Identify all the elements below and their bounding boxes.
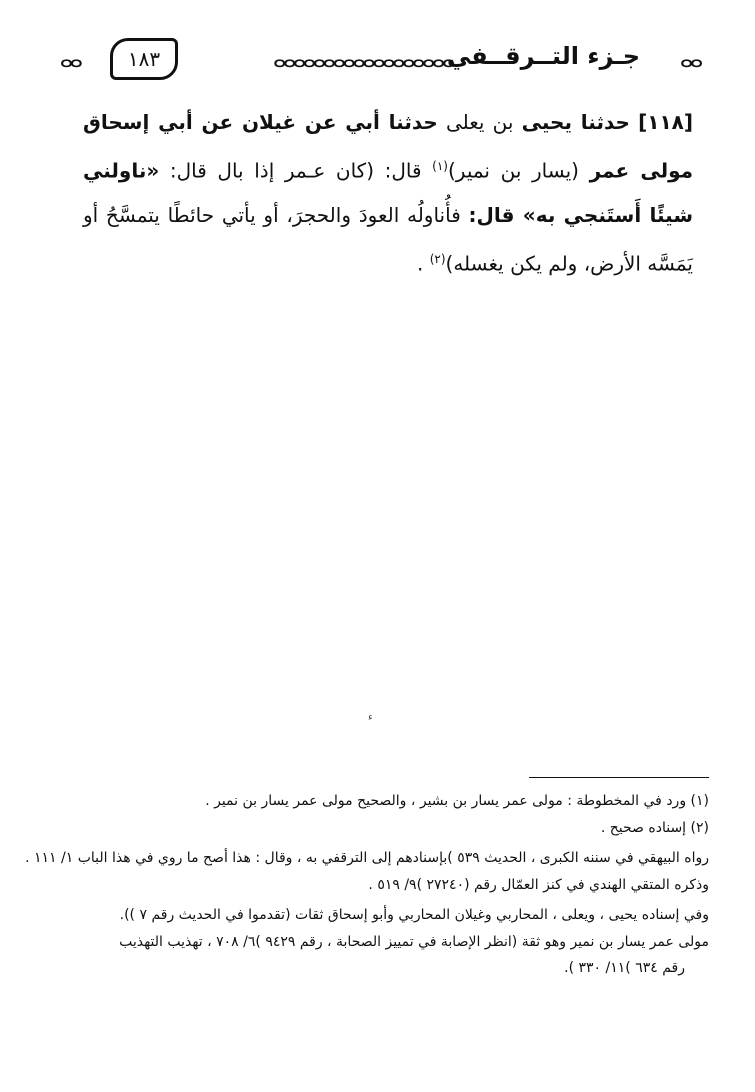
footnote-takhrij-2: وذكره المتقي الهندي في كنز العمّال رقم (٢٧٢٤٠ )٩/ ٥١٩ .	[368, 876, 709, 893]
footnote-1: (١) ورد في المخطوطة : مولى عمر يسار بن بشير ، والصحيح مولى عمر يسار بن نمير .	[205, 793, 709, 809]
hadith-body-1: قال: (كان عـمر إذا بال قال:	[159, 158, 433, 183]
page-header	[60, 38, 700, 84]
page-number: ١٨٣	[127, 47, 161, 71]
footnote-separator	[529, 777, 709, 778]
footnote-isnad-3: رقم ٦٣٤ )١١/ ٣٣٠ ).	[564, 960, 685, 976]
hadith-quote: «ناولني شيئًا أَستَنجي به»	[83, 158, 694, 227]
stray-mark: ء	[368, 712, 373, 723]
hadith-chain-1: حدثنا يحيى	[521, 110, 630, 134]
ornament-left: ⴰⴰ	[60, 48, 80, 72]
hadith-number: [١١٨]	[638, 110, 694, 134]
footnote-isnad-2: مولى عمر يسار بن نمير وهو ثقة (انظر الإصابة في تمييز الصحابة ، رقم ٩٤٢٩ )٦/ ٧٠٨ ، تهذيب التهذيب	[119, 933, 709, 950]
footnote-isnad-1: وفي إسناده يحيى ، ويعلى ، المحاربي وغيلان المحاربي وأبو إسحاق ثقات (تقدموا في الحديث رقم ٧ )).	[119, 907, 709, 923]
hadith-narrator: (يسار بن نمير)	[447, 158, 579, 183]
hadith-chain-3: حدثنا أبي عن غيلان عن أبي إسحاق مولى عمر	[83, 110, 694, 183]
footnotes	[25, 788, 709, 982]
hadith-chain-2: بن يعلى	[437, 110, 522, 134]
ornament-middle: ⴰⴰⴰⴰⴰⴰⴰⴰⴰⴰⴰⴰⴰⴰⴰⴰⴰⴰ	[273, 48, 452, 72]
footnote-2: (٢) إسناده صحيح .	[600, 819, 709, 836]
hadith-body-2: قال:	[468, 202, 523, 227]
ornament-right: ⴰⴰ	[680, 48, 700, 72]
hadith-body-3: فأُناولُه العودَ والحجرَ، أو يأتي حائطًا يتمسَّحُ أو يَمَسَّه الأرض، ولم يكن يغسله)	[83, 202, 693, 276]
footnote-ref-1: (١)	[432, 159, 448, 173]
page-number-frame	[110, 38, 178, 80]
book-title: جـزء التــرقــفي	[446, 42, 640, 70]
hadith-end: .	[416, 251, 430, 276]
hadith-text	[83, 100, 693, 285]
footnote-ref-2: (٢)	[429, 251, 446, 266]
footnote-takhrij-1: رواه البيهقي في سننه الكبرى ، الحديث ٥٣٩ )بإسنادهم إلى الترقفي به ، وقال : هذا أصح ما روي في هذا الباب ١/ ١١١ .	[25, 850, 709, 866]
